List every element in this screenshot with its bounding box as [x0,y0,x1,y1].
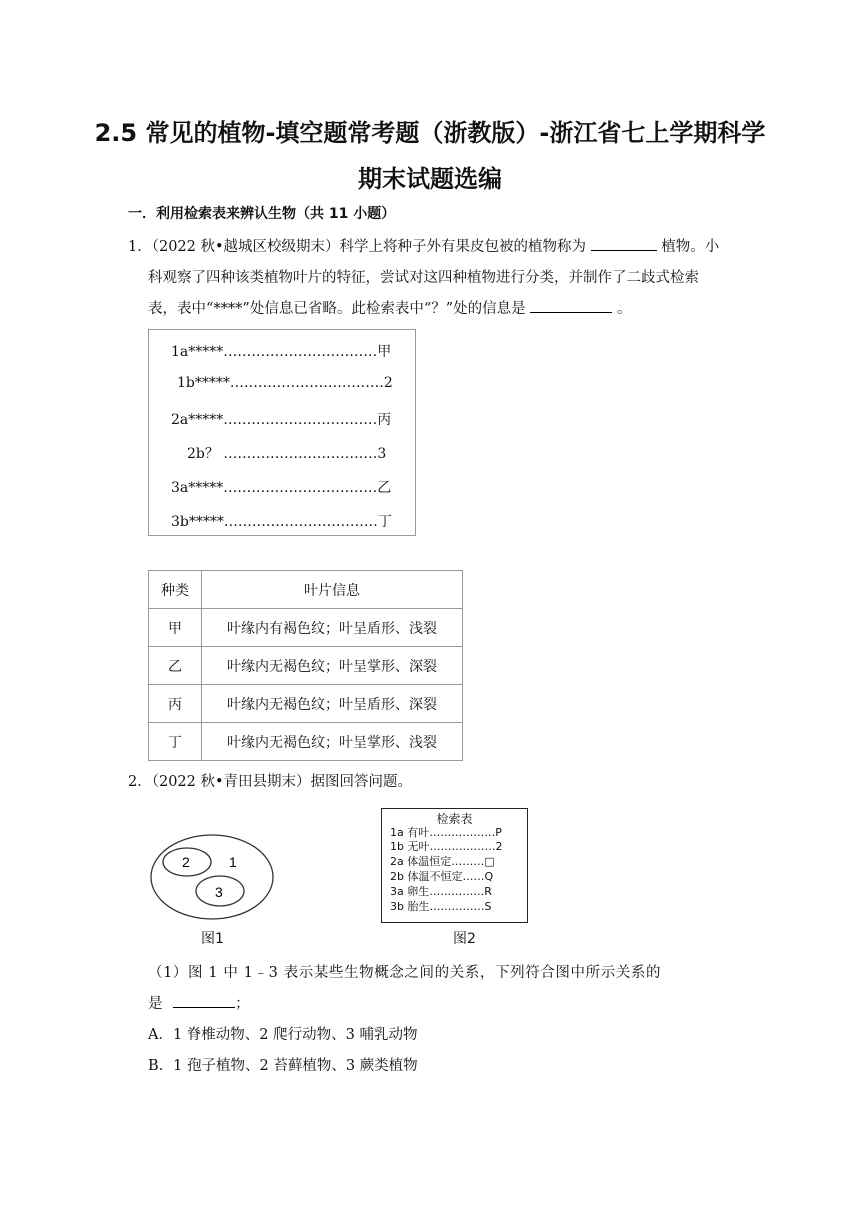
fig2-row-2a: 2a 体温恒定………□ [390,855,495,868]
key-line-2b: 2b？ ……………………………3 [187,446,387,462]
table-cell: 叶缘内无褐色纹；叶呈盾形、深裂 [202,685,463,723]
question-1 [128,232,738,325]
table-header: 种类 [149,571,202,609]
option-a: A．1 脊椎动物、2 爬行动物、3 哺乳动物 [148,1027,418,1043]
table-cell: 叶缘内无褐色纹；叶呈掌形、浅裂 [202,723,463,761]
figure-2-caption: 图2 [453,931,476,947]
question-1-text-c: 表，表中“****”处信息已省略。此检索表中“？”处的信息是 [148,301,526,317]
key-line-1b: 1b*****……………………………2 [177,375,393,391]
fig2-row-1b: 1b 无叶………………2 [390,840,503,853]
table-header-row [149,571,463,609]
page-title-line2: 期末试题选编 [358,165,502,193]
figure-2-title: 检索表 [436,812,473,826]
figure-2-key [381,808,528,923]
table-cell: 丙 [149,685,202,723]
key-line-3b: 3b*****……………………………丁 [171,514,392,530]
sub1-text-b: 是 [148,996,163,1012]
figure-1-caption: 图1 [201,931,224,947]
sub1-line1: （1）图 1 中 1﹣3 表示某些生物概念之间的关系，下列符合图中所示关系的 [148,965,662,981]
question-1-line1 [128,232,738,263]
answer-blank-3[interactable] [173,991,235,1008]
question-2-stem: 2．（2022 秋•青田县期末）据图回答问题。 [128,774,413,790]
key-line-2a: 2a*****……………………………丙 [171,412,392,428]
figure-1-diagram [148,832,278,922]
question-2-sub1 [148,958,730,1082]
question-1-line2: 科观察了四种该类植物叶片的特征，尝试对这四种植物进行分类，并制作了二歧式检索 [148,270,699,286]
fig1-label-3: 3 [215,884,223,900]
dichotomous-key [148,329,416,536]
table-row [149,723,463,761]
option-b: B．1 孢子植物、2 苔藓植物、3 蕨类植物 [148,1058,418,1074]
key-line-1a: 1a*****……………………………甲 [171,344,392,360]
table-cell: 甲 [149,609,202,647]
fig1-label-1: 1 [229,854,237,870]
table-row [149,609,463,647]
table-cell: 乙 [149,647,202,685]
leaf-info-table [148,570,463,761]
table-cell: 叶缘内有褐色纹；叶呈盾形、浅裂 [202,609,463,647]
table-header: 叶片信息 [202,571,463,609]
answer-blank-2[interactable] [530,296,612,313]
question-1-text-b: 植物。小 [661,239,720,255]
table-row [149,685,463,723]
fig2-row-3b: 3b 胎生……………S [390,900,492,913]
fig2-row-1a: 1a 有叶………………P [390,826,502,839]
question-1-text-d: 。 [616,301,632,317]
key-line-3a: 3a*****……………………………乙 [171,480,392,496]
question-1-text-a: 1．（2022 秋•越城区校级期末）科学上将种子外有果皮包被的植物称为 [128,239,587,255]
table-cell: 叶缘内无褐色纹；叶呈掌形、深裂 [202,647,463,685]
question-1-line3 [128,294,738,325]
sub1-text-c: ； [235,996,250,1012]
fig1-label-2: 2 [182,854,190,870]
page-title: 2.5 常见的植物-填空题常考题（浙教版）-浙江省七上学期科学 [94,119,766,147]
fig2-row-3a: 3a 卵生……………R [390,885,492,898]
answer-blank-1[interactable] [591,234,657,251]
table-cell: 丁 [149,723,202,761]
table-row [149,647,463,685]
sub1-line2 [148,989,730,1020]
section-heading: 一．利用检索表来辨认生物（共 11 小题） [128,206,396,222]
fig2-row-2b: 2b 体温不恒定……Q [390,870,494,883]
